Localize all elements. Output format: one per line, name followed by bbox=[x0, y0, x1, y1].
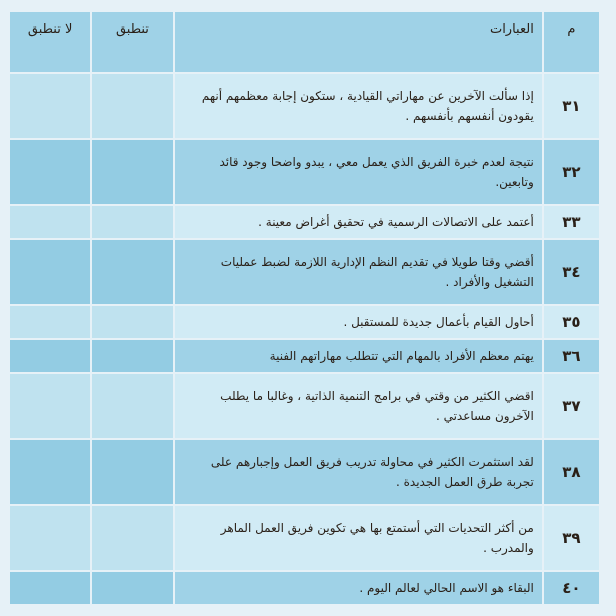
not-applies-cell[interactable] bbox=[10, 572, 90, 604]
table-row bbox=[10, 74, 599, 138]
header-number: م bbox=[544, 12, 599, 72]
row-number: ٣٨ bbox=[544, 440, 599, 504]
table-row bbox=[10, 206, 599, 238]
applies-cell[interactable] bbox=[92, 306, 172, 338]
row-statement: اقضي الكثير من وقتي في برامج التنمية الذاتية ، وغالبا ما يطلب الآخرون مساعدتي . bbox=[175, 374, 542, 438]
not-applies-cell[interactable] bbox=[10, 374, 90, 438]
applies-cell[interactable] bbox=[92, 440, 172, 504]
applies-cell[interactable] bbox=[92, 506, 172, 570]
not-applies-cell[interactable] bbox=[10, 306, 90, 338]
not-applies-cell[interactable] bbox=[10, 506, 90, 570]
table-row bbox=[10, 374, 599, 438]
header-row bbox=[10, 12, 599, 72]
row-statement: البقاء هو الاسم الحالي لعالم اليوم . bbox=[175, 572, 542, 604]
table-row bbox=[10, 440, 599, 504]
applies-cell[interactable] bbox=[92, 140, 172, 204]
applies-cell[interactable] bbox=[92, 206, 172, 238]
row-statement: من أكثر التحديات التي أستمتع بها هي تكوين فريق العمل الماهر والمدرب . bbox=[175, 506, 542, 570]
not-applies-cell[interactable] bbox=[10, 74, 90, 138]
row-number: ٣٧ bbox=[544, 374, 599, 438]
row-statement: أعتمد على الاتصالات الرسمية في تحقيق أغراض معينة . bbox=[175, 206, 542, 238]
survey-table bbox=[8, 10, 601, 606]
not-applies-cell[interactable] bbox=[10, 440, 90, 504]
row-number: ٣٢ bbox=[544, 140, 599, 204]
table-row bbox=[10, 506, 599, 570]
row-number: ٣٦ bbox=[544, 340, 599, 372]
row-statement: أقضي وقتا طويلا في تقديم النظم الإدارية اللازمة لضبط عمليات التشغيل والأفراد . bbox=[175, 240, 542, 304]
applies-cell[interactable] bbox=[92, 74, 172, 138]
not-applies-cell[interactable] bbox=[10, 206, 90, 238]
table-row bbox=[10, 240, 599, 304]
applies-cell[interactable] bbox=[92, 340, 172, 372]
row-number: ٣٩ bbox=[544, 506, 599, 570]
row-statement: نتيجة لعدم خبرة الفريق الذي يعمل معي ، يبدو واضحا وجود قائد وتابعين. bbox=[175, 140, 542, 204]
table-row bbox=[10, 140, 599, 204]
row-number: ٣١ bbox=[544, 74, 599, 138]
table-row bbox=[10, 572, 599, 604]
header-applies: تنطبق bbox=[92, 12, 172, 72]
row-number: ٣٥ bbox=[544, 306, 599, 338]
applies-cell[interactable] bbox=[92, 374, 172, 438]
not-applies-cell[interactable] bbox=[10, 240, 90, 304]
row-statement: إذا سألت الآخرين عن مهاراتي القيادية ، ستكون إجابة معظمهم أنهم يقودون أنفسهم بأنفسهم . bbox=[175, 74, 542, 138]
row-statement: أحاول القيام بأعمال جديدة للمستقبل . bbox=[175, 306, 542, 338]
row-statement: لقد استثمرت الكثير في محاولة تدريب فريق العمل وإجبارهم على تجربة طرق العمل الجديدة . bbox=[175, 440, 542, 504]
row-number: ٤٠ bbox=[544, 572, 599, 604]
applies-cell[interactable] bbox=[92, 572, 172, 604]
table-row bbox=[10, 340, 599, 372]
not-applies-cell[interactable] bbox=[10, 340, 90, 372]
not-applies-cell[interactable] bbox=[10, 140, 90, 204]
table-row bbox=[10, 306, 599, 338]
row-statement: يهتم معظم الأفراد بالمهام التي تتطلب مهاراتهم الفنية bbox=[175, 340, 542, 372]
applies-cell[interactable] bbox=[92, 240, 172, 304]
header-not-applies: لا تنطبق bbox=[10, 12, 90, 72]
header-statements: العبارات bbox=[175, 12, 542, 72]
row-number: ٣٣ bbox=[544, 206, 599, 238]
row-number: ٣٤ bbox=[544, 240, 599, 304]
